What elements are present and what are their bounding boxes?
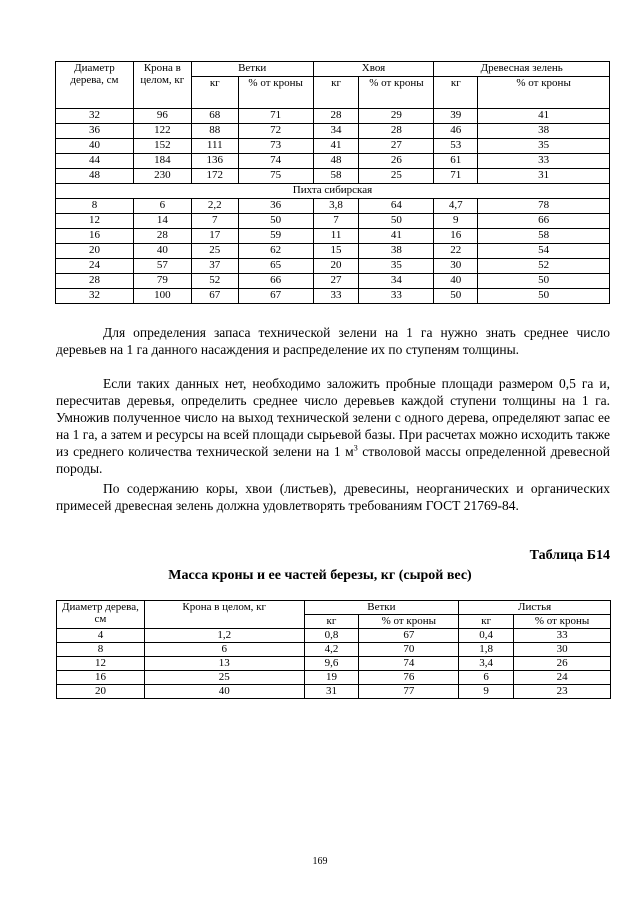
- table-cell: 34: [359, 274, 434, 289]
- subheader-kg: кг: [304, 615, 359, 629]
- table-cell: 4: [57, 629, 145, 643]
- subheader-pct: % от кроны: [238, 77, 313, 109]
- table-cell: 52: [191, 274, 238, 289]
- table-cell: 30: [514, 643, 611, 657]
- table-cell: 8: [57, 643, 145, 657]
- subheader-pct: % от кроны: [359, 77, 434, 109]
- table-cell: 65: [238, 259, 313, 274]
- superscript: 3: [353, 443, 358, 453]
- table-cell: 3,8: [313, 199, 359, 214]
- table-cell: 16: [434, 229, 478, 244]
- table-row: [57, 685, 611, 699]
- table-cell: 77: [359, 685, 459, 699]
- table-cell: 62: [238, 244, 313, 259]
- table-cell: 20: [56, 244, 134, 259]
- table-cell: 48: [56, 169, 134, 184]
- table-row: [56, 244, 610, 259]
- table-cell: 52: [478, 259, 610, 274]
- table-cell: 40: [56, 139, 134, 154]
- table-cell: 36: [56, 124, 134, 139]
- table-cell: 36: [238, 199, 313, 214]
- table-cell: 44: [56, 154, 134, 169]
- subheader-pct: % от кроны: [514, 615, 611, 629]
- table-cell: 0,8: [304, 629, 359, 643]
- paragraph-2-text: Если таких данных нет, необходимо заложить пробные площади размером 0,5 га и, пересчитав деревья, определить среднее число деревьев каждой ступени толщины на 1 га. Умножив полученное число на выход технической зелени с одного дерева, определяют запас ее на 1 га, а затем и ресурсы на всей площади сырьевой базы. При расчетах можно исходить также из среднего количества технической зелени на 1 м: [56, 376, 610, 459]
- table-row: [56, 139, 610, 154]
- table-row: [56, 109, 610, 124]
- header-needles: Хвоя: [313, 62, 434, 77]
- table-cell: 122: [133, 124, 191, 139]
- subheader-kg: кг: [434, 77, 478, 109]
- table-cell: 33: [313, 289, 359, 304]
- table-cell: 46: [434, 124, 478, 139]
- header-branches: Ветки: [191, 62, 313, 77]
- table-cell: 11: [313, 229, 359, 244]
- table-cell: 136: [191, 154, 238, 169]
- header-branches: Ветки: [304, 601, 459, 615]
- table-cell: 28: [133, 229, 191, 244]
- table-cell: 72: [238, 124, 313, 139]
- table-cell: 67: [359, 629, 459, 643]
- table-cell: 48: [313, 154, 359, 169]
- table-cell: 20: [313, 259, 359, 274]
- header-leaves: Листья: [459, 601, 611, 615]
- table-cell: 3,4: [459, 657, 514, 671]
- table-cell: 28: [359, 124, 434, 139]
- table-cell: 37: [191, 259, 238, 274]
- section-title: Пихта сибирская: [56, 184, 610, 199]
- table-cell: 67: [238, 289, 313, 304]
- table-cell: 73: [238, 139, 313, 154]
- table-cell: 50: [478, 289, 610, 304]
- table-cell: 53: [434, 139, 478, 154]
- table-cell: 15: [313, 244, 359, 259]
- table-cell: 76: [359, 671, 459, 685]
- table-cell: 31: [304, 685, 359, 699]
- table-cell: 6: [133, 199, 191, 214]
- table-cell: 2,2: [191, 199, 238, 214]
- table-cell: 66: [478, 214, 610, 229]
- subheader-pct: % от кроны: [359, 615, 459, 629]
- paragraph-1: Для определения запаса технической зелени на 1 га нужно знать среднее число деревьев на 1 га данного насаждения и распределение их по ступеням толщины.: [56, 325, 610, 357]
- header-crown: Крона в целом, кг: [133, 62, 191, 109]
- table-title: Масса кроны и ее частей березы, кг (сырой вес): [168, 568, 472, 583]
- table-cell: 25: [144, 671, 304, 685]
- table-cell: 30: [434, 259, 478, 274]
- table-cell: 152: [133, 139, 191, 154]
- table-cell: 0,4: [459, 629, 514, 643]
- table-cell: 88: [191, 124, 238, 139]
- table-cell: 66: [238, 274, 313, 289]
- table-cell: 35: [359, 259, 434, 274]
- table-cell: 50: [478, 274, 610, 289]
- table-crown-mass-fir: [55, 61, 610, 304]
- table-cell: 9: [434, 214, 478, 229]
- table-cell: 13: [144, 657, 304, 671]
- table-cell: 24: [514, 671, 611, 685]
- table-cell: 79: [133, 274, 191, 289]
- header-crown: Крона в целом, кг: [144, 601, 304, 629]
- table-cell: 16: [56, 229, 134, 244]
- table-number: Таблица Б14: [529, 548, 610, 563]
- table-cell: 9,6: [304, 657, 359, 671]
- table-cell: 27: [359, 139, 434, 154]
- table-cell: 28: [313, 109, 359, 124]
- table-cell: 96: [133, 109, 191, 124]
- table-cell: 184: [133, 154, 191, 169]
- table-cell: 40: [434, 274, 478, 289]
- table-row: [57, 671, 611, 685]
- table-cell: 4,2: [304, 643, 359, 657]
- paragraph-2-tail: стволовой массы определенной древесной породы.: [56, 444, 610, 476]
- subheader-kg: кг: [191, 77, 238, 109]
- table-row: [56, 124, 610, 139]
- table-cell: 58: [313, 169, 359, 184]
- table-row: [56, 199, 610, 214]
- table-cell: 50: [434, 289, 478, 304]
- header-diameter: Диаметр дерева, см: [56, 62, 134, 109]
- table-cell: 29: [359, 109, 434, 124]
- table-cell: 40: [133, 244, 191, 259]
- table-cell: 39: [434, 109, 478, 124]
- table-cell: 64: [359, 199, 434, 214]
- header-diameter: Диаметр дерева, см: [57, 601, 145, 629]
- subheader-pct: % от кроны: [478, 77, 610, 109]
- table-cell: 41: [359, 229, 434, 244]
- table-cell: 74: [359, 657, 459, 671]
- table-row: [56, 274, 610, 289]
- table-cell: 38: [478, 124, 610, 139]
- table-row: [56, 154, 610, 169]
- table-row: [56, 214, 610, 229]
- table-row: [56, 169, 610, 184]
- table-row: [56, 289, 610, 304]
- table-cell: 12: [57, 657, 145, 671]
- table-row: [56, 229, 610, 244]
- table-cell: 24: [56, 259, 134, 274]
- table-cell: 75: [238, 169, 313, 184]
- table-row: [56, 259, 610, 274]
- table-cell: 33: [514, 629, 611, 643]
- table-cell: 7: [313, 214, 359, 229]
- header-greenery: Древесная зелень: [434, 62, 610, 77]
- table-cell: 41: [478, 109, 610, 124]
- table-cell: 61: [434, 154, 478, 169]
- table-cell: 31: [478, 169, 610, 184]
- table-cell: 28: [56, 274, 134, 289]
- table-cell: 8: [56, 199, 134, 214]
- table-cell: 38: [359, 244, 434, 259]
- table-cell: 172: [191, 169, 238, 184]
- table-cell: 50: [238, 214, 313, 229]
- table-cell: 6: [459, 671, 514, 685]
- table-cell: 230: [133, 169, 191, 184]
- table-cell: 19: [304, 671, 359, 685]
- table-cell: 20: [57, 685, 145, 699]
- table-cell: 40: [144, 685, 304, 699]
- table-cell: 54: [478, 244, 610, 259]
- table-cell: 35: [478, 139, 610, 154]
- table-cell: 33: [478, 154, 610, 169]
- table-cell: 17: [191, 229, 238, 244]
- page-number: 169: [312, 856, 328, 867]
- table-cell: 78: [478, 199, 610, 214]
- table-cell: 12: [56, 214, 134, 229]
- paragraph-3: По содержанию коры, хвои (листьев), древесины, неорганических и органических примесей древесная зелень должна удовлетворять требованиям ГОСТ 21769-84.: [56, 481, 610, 513]
- table-cell: 26: [359, 154, 434, 169]
- table-crown-mass-birch: [56, 600, 611, 699]
- section-row: [56, 184, 610, 199]
- table-cell: 4,7: [434, 199, 478, 214]
- subheader-kg: кг: [313, 77, 359, 109]
- table-cell: 1,2: [144, 629, 304, 643]
- table-cell: 70: [359, 643, 459, 657]
- table-cell: 71: [434, 169, 478, 184]
- table-cell: 27: [313, 274, 359, 289]
- table-cell: 74: [238, 154, 313, 169]
- table-cell: 33: [359, 289, 434, 304]
- table-row: [57, 629, 611, 643]
- table-cell: 25: [359, 169, 434, 184]
- table-cell: 26: [514, 657, 611, 671]
- table-cell: 32: [56, 289, 134, 304]
- table-cell: 34: [313, 124, 359, 139]
- table-cell: 57: [133, 259, 191, 274]
- table-cell: 14: [133, 214, 191, 229]
- table-cell: 22: [434, 244, 478, 259]
- table-cell: 58: [478, 229, 610, 244]
- table-cell: 67: [191, 289, 238, 304]
- table-cell: 32: [56, 109, 134, 124]
- table-cell: 6: [144, 643, 304, 657]
- table-cell: 41: [313, 139, 359, 154]
- subheader-kg: кг: [459, 615, 514, 629]
- table-cell: 1,8: [459, 643, 514, 657]
- table-cell: 71: [238, 109, 313, 124]
- table-cell: 9: [459, 685, 514, 699]
- table-cell: 100: [133, 289, 191, 304]
- table-row: [57, 643, 611, 657]
- table-cell: 23: [514, 685, 611, 699]
- table-cell: 25: [191, 244, 238, 259]
- table-cell: 111: [191, 139, 238, 154]
- table-row: [57, 657, 611, 671]
- table-cell: 59: [238, 229, 313, 244]
- table-cell: 68: [191, 109, 238, 124]
- table-cell: 16: [57, 671, 145, 685]
- table-cell: 7: [191, 214, 238, 229]
- table-cell: 50: [359, 214, 434, 229]
- paragraph-2: [56, 375, 610, 477]
